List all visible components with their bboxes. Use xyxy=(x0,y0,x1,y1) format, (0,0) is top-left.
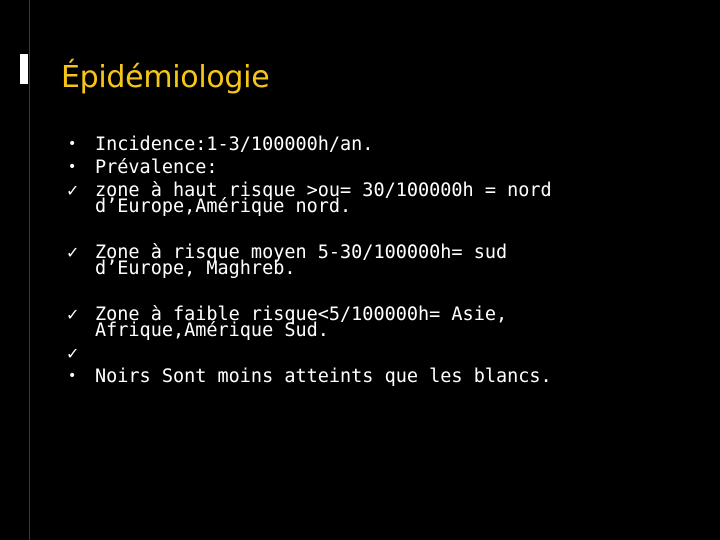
list-item-text: Zone à risque moyen 5-30/100000h= sud xyxy=(95,242,508,263)
bullet-icon: • xyxy=(68,368,77,384)
list-item-continuation: Afrique,Amérique Sud. xyxy=(95,320,329,341)
list-item-continuation: d’Europe,Amérique nord. xyxy=(95,196,352,217)
slide-content xyxy=(66,133,686,388)
slide-title: Épidémiologie xyxy=(61,60,270,95)
checkmark-icon: ✓ xyxy=(66,243,80,262)
list-item-high-risk-zone xyxy=(66,179,686,218)
checkmark-icon: ✓ xyxy=(66,181,80,200)
list-item-text: Noirs Sont moins atteints que les blancs. xyxy=(95,366,552,387)
checkmark-icon: ✓ xyxy=(66,305,80,324)
spacer xyxy=(66,218,686,241)
list-item-incidence xyxy=(66,133,686,156)
list-item-low-risk-zone xyxy=(66,303,686,342)
list-item-text: Zone à faible risque<5/100000h= Asie, xyxy=(95,304,508,325)
title-accent-bar xyxy=(20,54,28,84)
checkmark-icon: ✓ xyxy=(66,344,80,363)
list-item-text: Incidence:1-3/100000h/an. xyxy=(95,134,374,155)
list-item-ethnicity xyxy=(66,365,686,388)
list-item-medium-risk-zone xyxy=(66,241,686,280)
bullet-icon: • xyxy=(68,159,77,175)
list-item-text: zone à haut risque >ou= 30/100000h = nord xyxy=(95,180,552,201)
spacer xyxy=(66,280,686,303)
list-item-text xyxy=(95,343,106,364)
list-item-continuation: d’Europe, Maghreb. xyxy=(95,258,296,279)
list-item-empty xyxy=(66,342,686,365)
list-item-text: Prévalence: xyxy=(95,157,218,178)
bullet-icon: • xyxy=(68,136,77,152)
list-item-prevalence xyxy=(66,156,686,179)
